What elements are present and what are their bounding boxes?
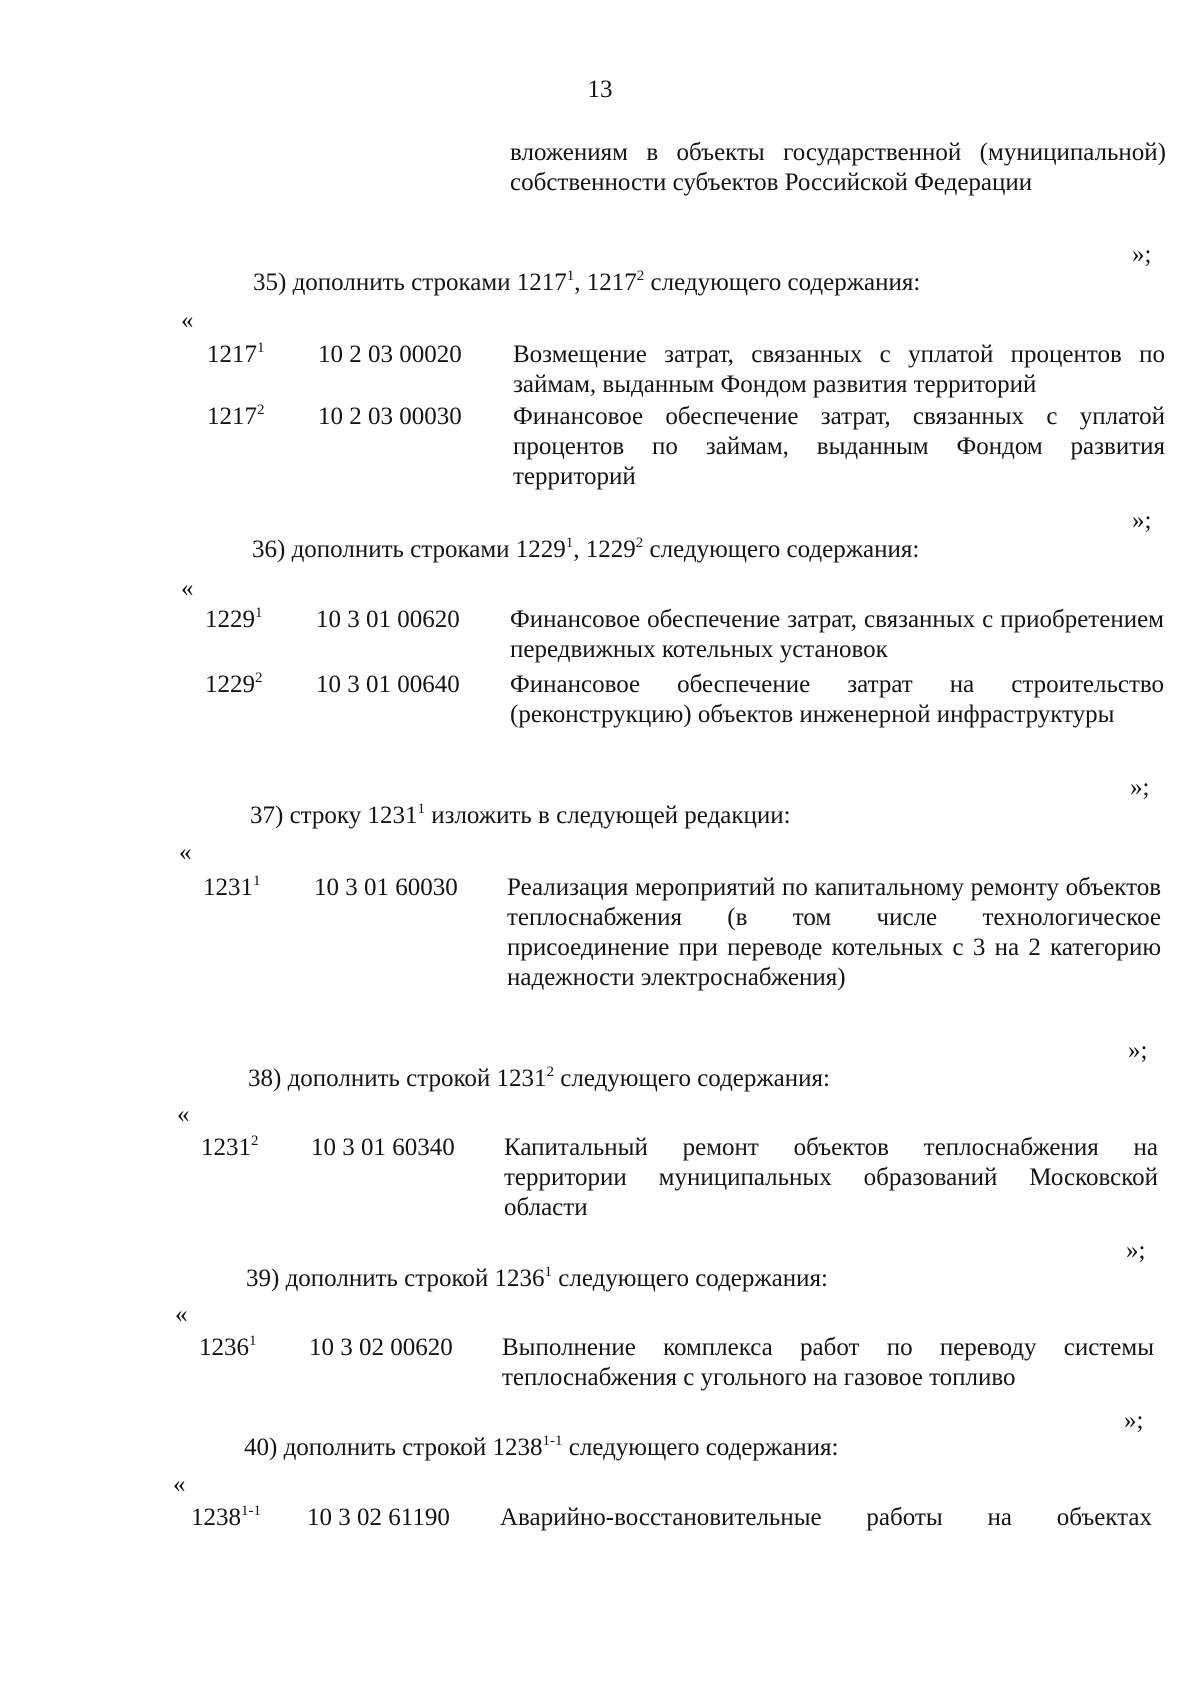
- amendment-paragraph: 39) дополнить строкой 1236$^1$ следующего содержания:: [246, 1264, 828, 1292]
- amendment-paragraph: 35) дополнить строками 1217$^1$, 1217$^2$ следующего содержания:: [253, 268, 921, 296]
- open-quote: «: [181, 307, 194, 334]
- row-number: 1229$^2$: [205, 670, 263, 698]
- row-code: 10 3 01 60030: [314, 874, 458, 901]
- continued-description: вложениям в объекты государственной (муниципальной) собственности субъектов Российской Федерации: [510, 139, 1166, 196]
- amendment-paragraph: 40) дополнить строкой 1238$^{1-1}$ следующего содержания:: [244, 1433, 839, 1461]
- close-quote: »;: [1132, 507, 1152, 534]
- row-number: 1236$^1$: [199, 1333, 257, 1361]
- row-code: 10 3 02 00620: [309, 1334, 453, 1361]
- row-description: Капитальный ремонт объектов теплоснабжения на территории муниципальных образований Московской области: [504, 1134, 1158, 1221]
- row-description: Финансовое обеспечение затрат на строительство (реконструкцию) объектов инженерной инфраструктуры: [510, 671, 1164, 728]
- row-description: Финансовое обеспечение затрат, связанных с уплатой процентов по займам, выданным Фондом развития территорий: [513, 403, 1165, 490]
- row-code: 10 3 01 60340: [311, 1134, 455, 1161]
- row-description: Выполнение комплекса работ по переводу системы теплоснабжения с угольного на газовое топливо: [502, 1334, 1154, 1391]
- row-number: 1217$^2$: [207, 402, 265, 430]
- close-quote: »;: [1126, 1237, 1146, 1264]
- open-quote: «: [181, 575, 194, 602]
- open-quote: «: [177, 1101, 190, 1128]
- close-quote: »;: [1124, 1407, 1144, 1434]
- open-quote: «: [179, 839, 192, 866]
- row-description: Финансовое обеспечение затрат, связанных с приобретением передвижных котельных установок: [510, 606, 1164, 663]
- open-quote: «: [175, 1301, 188, 1328]
- row-description: Возмещение затрат, связанных с уплатой процентов по займам, выданным Фондом развития территорий: [513, 341, 1165, 398]
- row-code: 10 2 03 00030: [318, 403, 462, 430]
- close-quote: »;: [1130, 774, 1150, 801]
- amendment-paragraph: 38) дополнить строкой 1231$^2$ следующего содержания:: [248, 1064, 830, 1092]
- amendment-paragraph: 36) дополнить строками 1229$^1$, 1229$^2$ следующего содержания:: [252, 535, 920, 563]
- close-quote: »;: [1128, 1037, 1148, 1064]
- row-code: 10 3 01 00620: [316, 606, 460, 633]
- row-code: 10 2 03 00020: [318, 341, 462, 368]
- row-number: 1231$^1$: [203, 873, 261, 901]
- open-quote: «: [173, 1471, 186, 1498]
- close-quote: »;: [1132, 241, 1152, 268]
- row-code: 10 3 02 61190: [307, 1504, 450, 1531]
- row-number: 1231$^2$: [201, 1133, 259, 1161]
- row-number: 1229$^1$: [205, 605, 263, 633]
- amendment-paragraph: 37) строку 1231$^1$ изложить в следующей редакции:: [250, 801, 791, 829]
- row-number: 1217$^1$: [207, 340, 265, 368]
- page-number: 13: [587, 76, 613, 103]
- row-code: 10 3 01 00640: [316, 671, 460, 698]
- row-number: 1238$^{1-1}$: [191, 1503, 261, 1531]
- row-description: Аварийно-восстановительные работы на объектах: [500, 1504, 1152, 1531]
- row-description: Реализация мероприятий по капитальному ремонту объектов теплоснабжения (в том числе технологическое присоединение при переводе котельных с 3 на 2 категорию надежности электроснабжения): [507, 874, 1161, 991]
